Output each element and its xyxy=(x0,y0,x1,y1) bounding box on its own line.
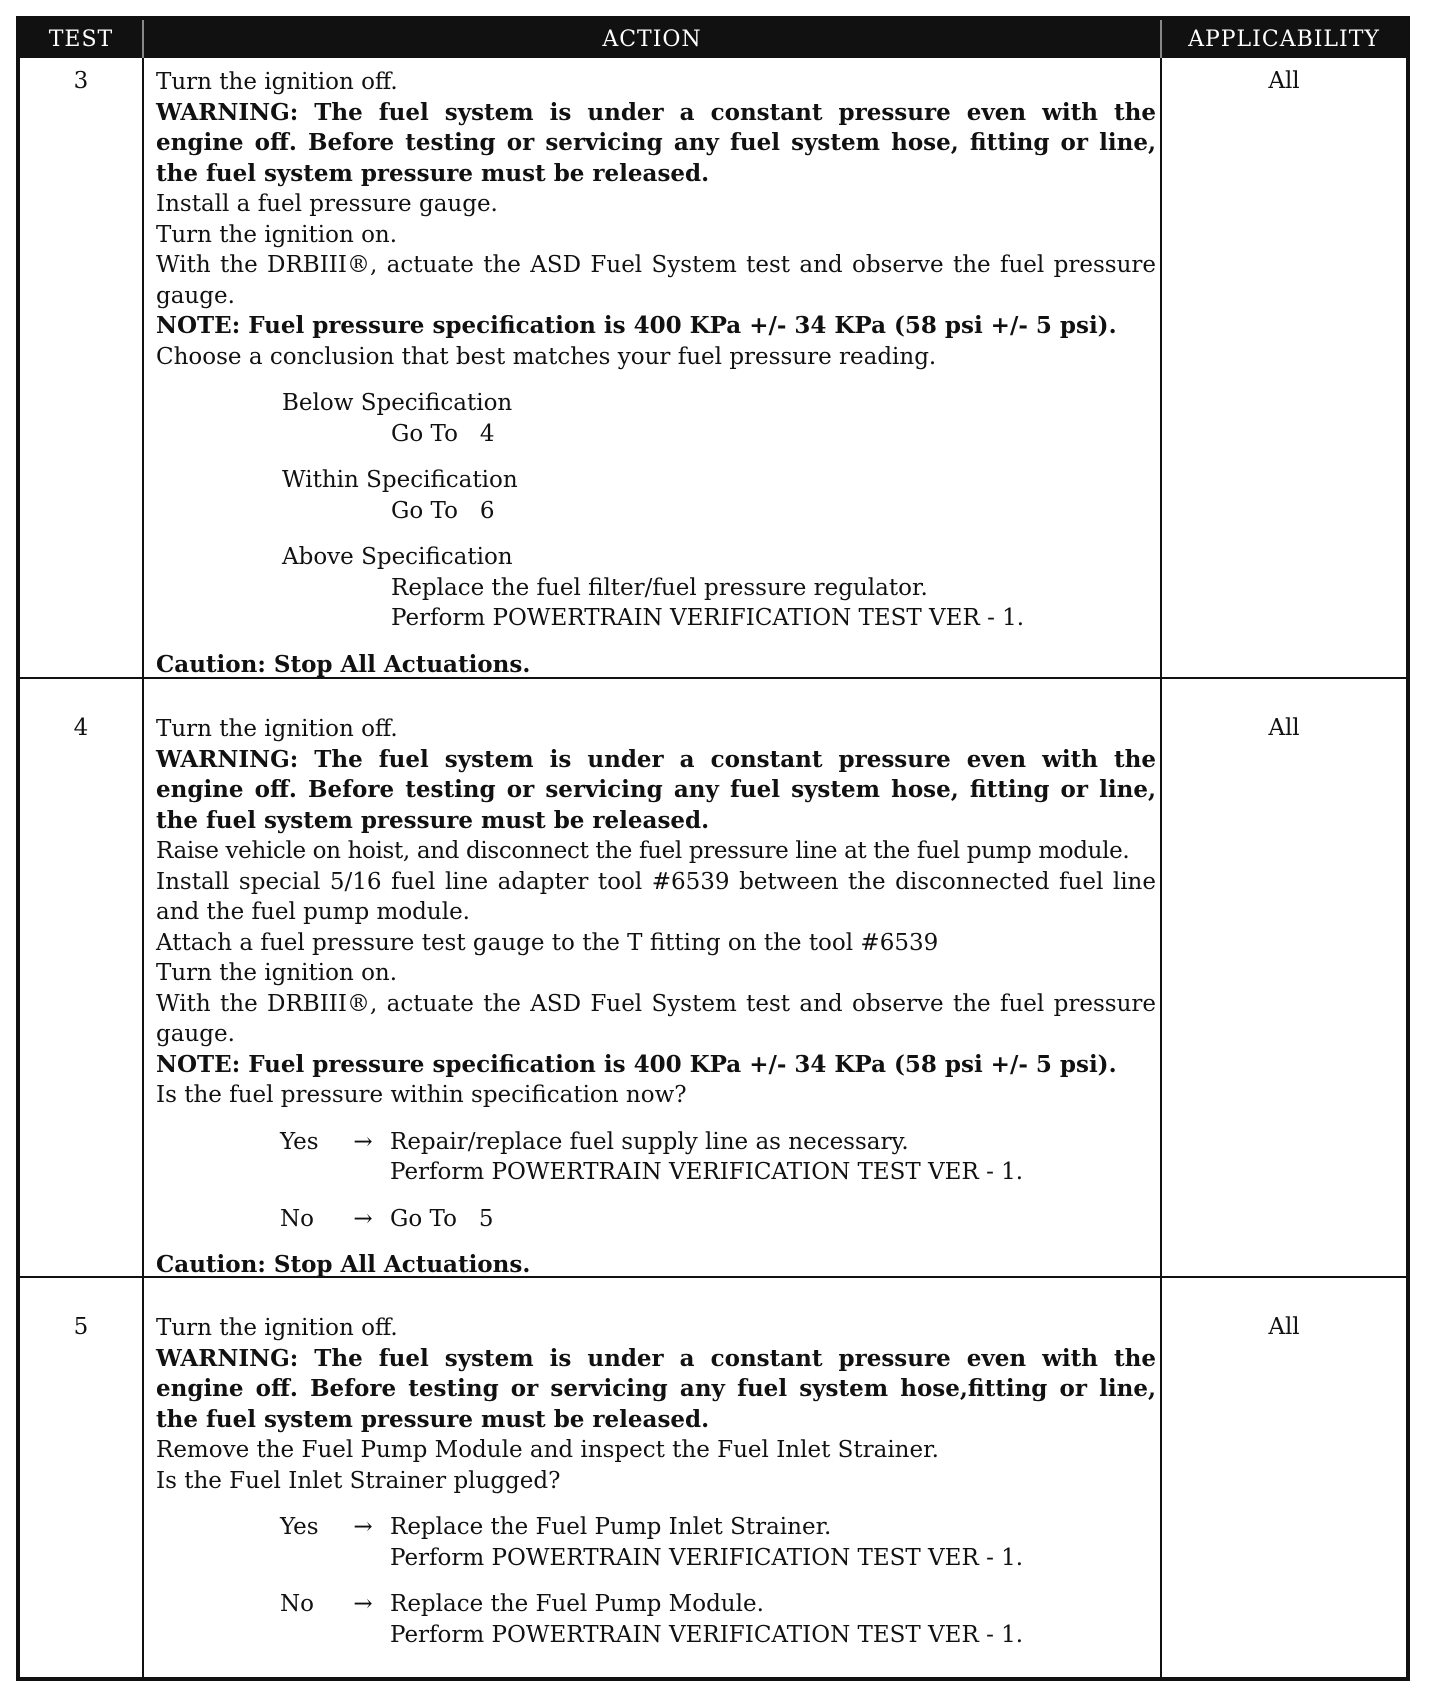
test-number: 4 xyxy=(73,715,89,741)
action-step: Turn the ignition off. xyxy=(156,1315,398,1341)
action-cell xyxy=(156,714,1156,1281)
arrow-right-icon: → xyxy=(353,1205,373,1232)
branch-result: Perform POWERTRAIN VERIFICATION TEST VER - 1. xyxy=(390,1621,1024,1648)
applicability-value: All xyxy=(1268,715,1300,741)
question-text: Is the fuel pressure within specification now? xyxy=(156,1082,687,1108)
action-step: Install a fuel pressure gauge. xyxy=(156,191,498,217)
action-step: gauge. xyxy=(156,1021,235,1047)
applicability-value: All xyxy=(1268,1314,1300,1340)
question-text: Is the Fuel Inlet Strainer plugged? xyxy=(156,1467,561,1494)
action-step: Turn the ignition off. xyxy=(156,716,398,742)
action-step: Turn the ignition on. xyxy=(156,221,398,248)
header-action: ACTION xyxy=(602,27,702,52)
header-applicability: APPLICABILITY xyxy=(1188,27,1380,52)
outcome-label: Above Specification xyxy=(282,544,513,570)
yes-branch xyxy=(156,1512,1156,1543)
no-branch xyxy=(156,1204,1156,1235)
action-step: Turn the ignition on. xyxy=(156,960,398,986)
outcome-label: Within Specification xyxy=(282,467,518,493)
test-number: 3 xyxy=(73,68,89,94)
action-step: With the DRBIII®, actuate the ASD Fuel System test and observe the fuel pressure xyxy=(156,990,1156,1017)
action-step: Install special 5/16 fuel line adapter tool #6539 between the disconnected fuel line xyxy=(156,868,1156,895)
branch-result: Replace the Fuel Pump Module. xyxy=(390,1591,764,1617)
header-test: TEST xyxy=(48,27,114,52)
warning-text: engine off. Before testing or servicing any fuel system hose, fitting or line, xyxy=(156,129,1156,156)
warning-text: engine off. Before testing or servicing any fuel system hose,fitting or line, xyxy=(156,1375,1156,1402)
yes-label: Yes xyxy=(280,1514,319,1540)
caution-text: Caution: Stop All Actuations. xyxy=(156,650,531,678)
question-text: Choose a conclusion that best matches your fuel pressure reading. xyxy=(156,343,937,370)
action-step: Raise vehicle on hoist, and disconnect the fuel pressure line at the fuel pump module. xyxy=(156,838,1130,864)
action-step: Remove the Fuel Pump Module and inspect the Fuel Inlet Strainer. xyxy=(156,1437,939,1463)
outcome-result: Replace the fuel filter/fuel pressure regulator. xyxy=(391,574,928,601)
no-label: No xyxy=(280,1591,314,1617)
note-text: NOTE: Fuel pressure specification is 400 KPa +/- 34 KPa (58 psi +/- 5 psi). xyxy=(156,1050,1117,1078)
action-step: Turn the ignition off. xyxy=(156,69,398,95)
arrow-right-icon: → xyxy=(353,1128,373,1155)
yes-label: Yes xyxy=(280,1128,319,1155)
applicability-value: All xyxy=(1268,68,1300,94)
diagnostic-table xyxy=(16,16,1410,1681)
action-step: With the DRBIII®, actuate the ASD Fuel System test and observe the fuel pressure xyxy=(156,252,1156,278)
action-step: gauge. xyxy=(156,282,235,309)
action-step: Attach a fuel pressure test gauge to the T fitting on the tool #6539 xyxy=(156,929,939,956)
outcome-result: Go To 4 xyxy=(391,420,495,447)
action-cell xyxy=(156,67,1156,680)
branch-result: Perform POWERTRAIN VERIFICATION TEST VER - 1. xyxy=(390,1159,1024,1185)
warning-text: WARNING: The fuel system is under a constant pressure even with the xyxy=(156,745,1156,773)
warning-text: WARNING: The fuel system is under a constant pressure even with the xyxy=(156,98,1156,126)
branch-result: Replace the Fuel Pump Inlet Strainer. xyxy=(390,1514,832,1540)
arrow-right-icon: → xyxy=(353,1514,373,1540)
action-step: and the fuel pump module. xyxy=(156,899,470,925)
branch-result: Perform POWERTRAIN VERIFICATION TEST VER - 1. xyxy=(390,1544,1024,1571)
test-number: 5 xyxy=(73,1314,89,1340)
column-divider xyxy=(1160,58,1162,1677)
no-branch xyxy=(156,1589,1156,1620)
yes-branch xyxy=(156,1127,1156,1158)
warning-text: the fuel system pressure must be released. xyxy=(156,1405,710,1433)
arrow-right-icon: → xyxy=(353,1591,373,1617)
warning-text: the fuel system pressure must be released. xyxy=(156,806,710,834)
warning-text: the fuel system pressure must be released. xyxy=(156,159,710,187)
table-header xyxy=(20,20,1406,58)
column-divider xyxy=(142,58,144,1677)
caution-text: Caution: Stop All Actuations. xyxy=(156,1251,531,1278)
outcome-label: Below Specification xyxy=(282,390,513,416)
no-label: No xyxy=(280,1205,314,1232)
warning-text: WARNING: The fuel system is under a constant pressure even with the xyxy=(156,1344,1156,1372)
outcome-result: Go To 6 xyxy=(391,497,495,524)
branch-result: Repair/replace fuel supply line as necessary. xyxy=(390,1128,909,1155)
action-cell xyxy=(156,1313,1156,1650)
outcome-result: Perform POWERTRAIN VERIFICATION TEST VER - 1. xyxy=(391,605,1025,631)
warning-text: engine off. Before testing or servicing any fuel system hose, fitting or line, xyxy=(156,776,1156,803)
branch-result: Go To 5 xyxy=(390,1205,494,1232)
note-text: NOTE: Fuel pressure specification is 400 KPa +/- 34 KPa (58 psi +/- 5 psi). xyxy=(156,312,1117,339)
